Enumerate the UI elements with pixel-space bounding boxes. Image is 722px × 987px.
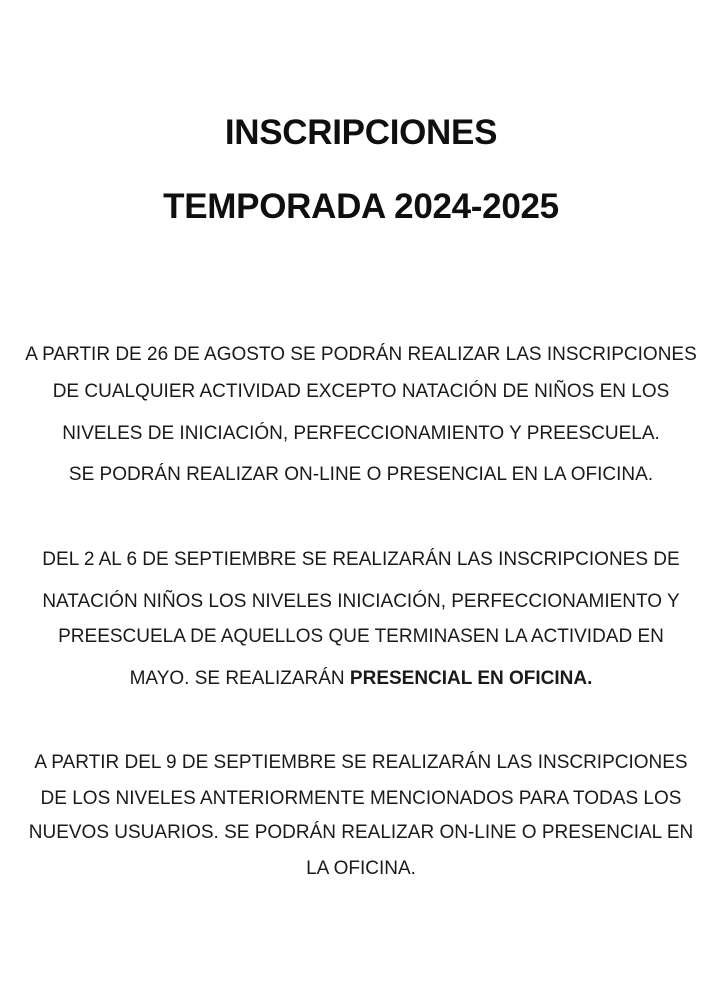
paragraph-line: DE CUALQUIER ACTIVIDAD EXCEPTO NATACIÓN DE NIÑOS EN LOS [52, 381, 670, 402]
paragraph-line: PREESCUELA DE AQUELLOS QUE TERMINASEN LA ACTIVIDAD EN [58, 626, 664, 647]
paragraph-line: NUEVOS USUARIOS. SE PODRÁN REALIZAR ON-LINE O PRESENCIAL EN [28, 822, 694, 843]
paragraph-line-text: MAYO. SE REALIZARÁN [129, 668, 350, 689]
paragraph-line: SE PODRÁN REALIZAR ON-LINE O PRESENCIAL EN LA OFICINA. [68, 464, 654, 485]
in-person-office-emphasis: PRESENCIAL EN OFICINA. [349, 668, 593, 689]
page-title: INSCRIPCIONES [224, 113, 498, 152]
paragraph-line: A PARTIR DEL 9 DE SEPTIEMBRE SE REALIZARÁN LAS INSCRIPCIONES [34, 752, 688, 773]
paragraph-line: DEL 2 AL 6 DE SEPTIEMBRE SE REALIZARÁN LAS INSCRIPCIONES DE [42, 549, 680, 570]
paragraph-line [0, 667, 722, 691]
paragraph-line: A PARTIR DE 26 DE AGOSTO SE PODRÁN REALIZAR LAS INSCRIPCIONES [25, 344, 697, 365]
page-subtitle: TEMPORADA 2024-2025 [163, 187, 559, 226]
paragraph-line: LA OFICINA. [306, 858, 416, 879]
paragraph-line: NATACIÓN NIÑOS LOS NIVELES INICIACIÓN, PERFECCIONAMIENTO Y [42, 591, 680, 612]
paragraph-line: NIVELES DE INICIACIÓN, PERFECCIONAMIENTO Y PREESCUELA. [62, 423, 660, 444]
paragraph-line: DE LOS NIVELES ANTERIORMENTE MENCIONADOS PARA TODAS LOS [40, 788, 682, 809]
